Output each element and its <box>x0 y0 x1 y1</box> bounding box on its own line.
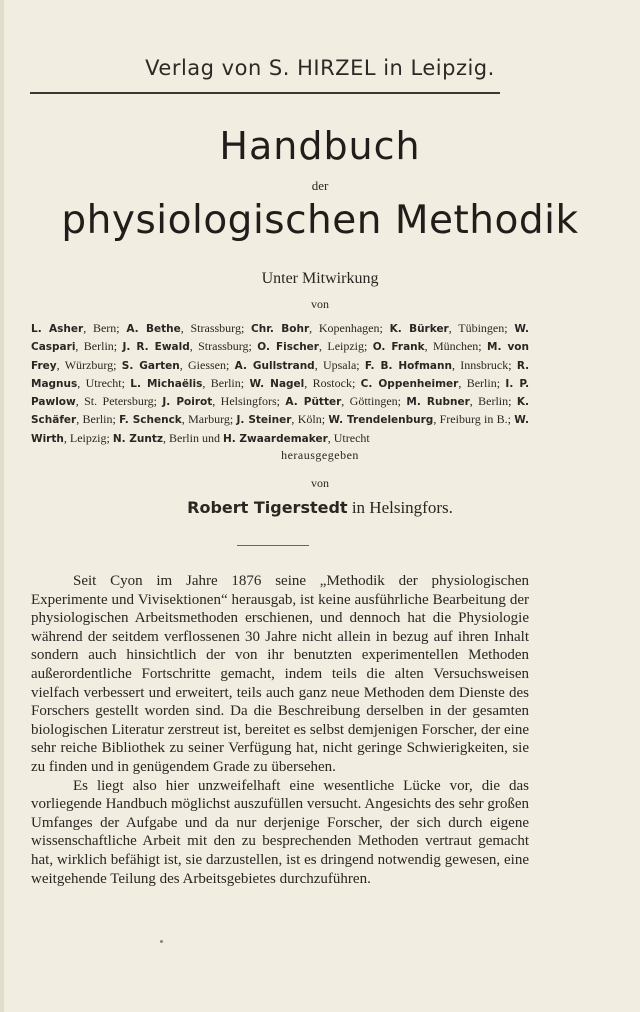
contributor-name: A. Pütter <box>285 396 342 409</box>
contributor-name: O. Frank <box>372 341 425 354</box>
contributor-place: , Utrecht; <box>77 375 125 390</box>
contributor-place: , Berlin; <box>458 375 501 390</box>
contributor-place: , München; <box>424 339 482 354</box>
contributor-entry <box>251 321 383 335</box>
contributor-place: , St. Petersburg; <box>75 394 157 409</box>
title-der: der <box>311 178 329 193</box>
title-main: physiologischen Methodik <box>61 198 579 243</box>
body-text <box>31 572 529 888</box>
herausgegeben-line: herausgegeben <box>281 448 359 462</box>
contributor-entry <box>235 358 360 372</box>
contributor-name: M. Rubner <box>406 396 470 409</box>
mitwirkung-line: Unter Mitwirkung <box>261 270 379 287</box>
contributor-place: , Berlin; <box>202 375 245 390</box>
contributor-place: , Rostock; <box>304 375 356 390</box>
body-paragraph: Es liegt also hier unzweifelhaft eine wesentliche Lücke vor, die das vorliegende Handbuch möglichst auszufüllen versucht. Angesichts des sehr großen Umfanges der Aufgabe und da nur derjenige Forscher, der sich durch eigene wissenschaftliche Arbeit mit den zu besprechenden Methoden vertraut gemacht hat, wirklich befähigt ist, sie darzustellen, ist es dringend notwendig gewesen, eine weitgehende Teilung des Arbeitsgebietes durchzuführen. <box>31 777 529 887</box>
contributor-name: K. Schäfer <box>31 396 530 427</box>
contributor-name: A. Bethe <box>126 323 181 335</box>
contributor-place: , Strassburg; <box>189 339 252 354</box>
contributor-name: J. R. Ewald <box>122 341 190 354</box>
contributor-entry <box>119 412 233 426</box>
contributor-name: W. Trendelenburg <box>328 414 434 427</box>
contributor-place: , Berlin; <box>469 394 512 409</box>
contributor-name: H. Zwaardemaker <box>222 432 328 445</box>
contributor-place: , Utrecht <box>327 430 370 445</box>
contributor-entry <box>328 412 511 426</box>
contributor-entry <box>236 412 325 426</box>
publisher-line: Verlag von S. HIRZEL in Leipzig. <box>145 56 495 80</box>
publisher-rule <box>30 92 500 94</box>
contributor-name: F. B. Hofmann <box>364 359 452 372</box>
contributor-entry <box>223 431 370 445</box>
contributor-name: K. Bürker <box>389 323 449 335</box>
contributor-entry <box>126 321 244 335</box>
contributor-place: , Würzburg; <box>56 357 117 372</box>
contributor-entry <box>373 339 482 353</box>
contributor-name: L. Asher <box>31 323 84 335</box>
contributor-place: , Giessen; <box>179 357 230 372</box>
contributor-place: , Leipzig; <box>319 339 368 354</box>
contributor-entry <box>122 358 230 372</box>
body-paragraph: Seit Cyon im Jahre 1876 seine „Methodik der physiologischen Experimente und Vivisektionen“ herausgab, ist keine ausführliche Bearbeitung der physiologischen Arbeitsmethoden erschienen, und dennoch hat die Physiologie während der seitdem verflossenen 30 Jahre nicht allein in bezug auf ihren Inhalt sondern auch hinsichtlich der von ihr benutzten experimentellen Methoden außerordentliche Fortschritte gemacht, indem teils die alten Versuchsweisen vielfach verbessert und erweitert, teils auch ganz neue Methoden dem Dienste des Forschers gestellt worden sind. Da die Beschreibung derselben in der gesamten biologischen Literatur zerstreut ist, bereitet es selbst demjenigen Forscher, der eine sehr reiche Bibliothek zu seiner Verfügung hat, nicht geringe Schwierigkeiten, sie zu finden und in genügendem Grade zu übersehen. <box>31 573 529 775</box>
contributor-place: , Marburg; <box>181 412 234 427</box>
contributor-place: , Helsingfors; <box>212 394 280 409</box>
contributor-entry <box>365 358 512 372</box>
contributor-name: F. Schenck <box>119 414 182 427</box>
separator-rule <box>237 545 309 546</box>
contributor-name: I. P. Pawlow <box>31 377 530 409</box>
von-line: von <box>311 297 329 311</box>
contributor-name: M. von Frey <box>31 341 529 372</box>
contributor-name: R. Magnus <box>31 359 530 390</box>
contributor-place: , Berlin; <box>76 412 116 427</box>
contributor-entry <box>406 394 511 408</box>
contributor-place: , Innsbruck; <box>451 357 512 372</box>
contributor-name: J. Poirot <box>162 396 213 409</box>
contributor-name: Chr. Bohr <box>251 323 310 335</box>
contributor-place: , Upsala; <box>314 357 360 372</box>
contributor-entry <box>113 431 199 445</box>
editor-place: in Helsingfors. <box>351 498 453 517</box>
contributors-list <box>31 320 529 448</box>
editor-name: Robert Tigerstedt <box>187 498 348 517</box>
contributor-place: , Berlin <box>162 430 199 445</box>
und-word: und <box>201 430 223 445</box>
contributor-place: , Strassburg; <box>180 321 245 335</box>
contributor-name: W. Caspari <box>31 323 530 354</box>
contributor-entry <box>122 339 251 353</box>
contributor-name: L. Michaëlis <box>130 377 203 390</box>
contributor-entry <box>285 394 401 408</box>
paper-speck <box>160 940 163 943</box>
contributor-entry <box>361 376 500 390</box>
editor-line <box>0 498 640 518</box>
contributor-place: , Kopenhagen; <box>309 321 383 335</box>
contributor-entry <box>390 321 508 335</box>
contributor-place: , Bern; <box>83 321 120 335</box>
contributor-name: J. Steiner <box>236 414 292 427</box>
contributor-entry <box>162 394 280 408</box>
contributor-name: W. Wirth <box>31 414 530 445</box>
contributor-name: W. Nagel <box>249 377 305 390</box>
contributor-name: O. Fischer <box>257 341 319 354</box>
contributor-place: , Göttingen; <box>341 394 401 409</box>
contributor-place: , Tübingen; <box>448 321 508 335</box>
title-handbuch: Handbuch <box>219 124 421 168</box>
von-line-2: von <box>311 476 329 490</box>
contributor-place: , Berlin; <box>75 339 118 354</box>
contributor-entry <box>257 339 367 353</box>
contributor-entry <box>249 376 355 390</box>
contributor-name: S. Garten <box>121 359 180 372</box>
contributor-entry <box>130 376 244 390</box>
contributor-place: , Freiburg in B.; <box>433 412 511 427</box>
contributor-name: A. Gullstrand <box>234 359 315 372</box>
contributor-name: C. Oppenheimer <box>360 377 459 390</box>
contributor-place: , Köln; <box>291 412 326 427</box>
contributor-name: N. Zuntz <box>112 432 163 445</box>
contributor-entry <box>31 321 120 335</box>
contributor-place: , Leipzig; <box>63 430 110 445</box>
